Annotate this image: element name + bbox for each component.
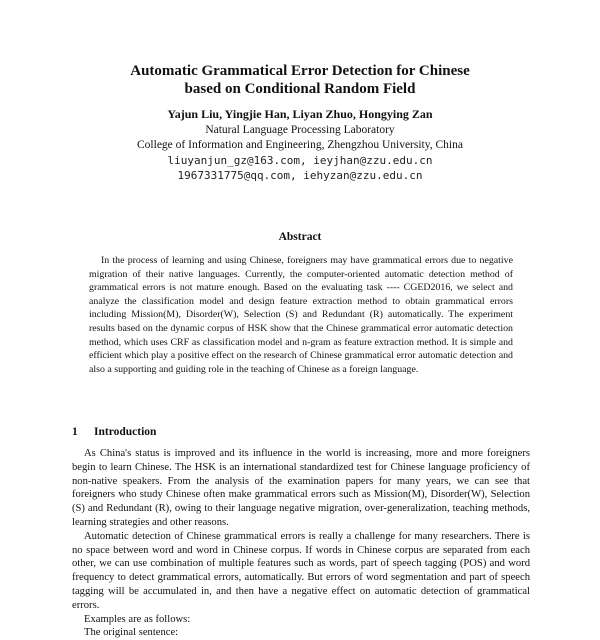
section-title: Introduction bbox=[94, 426, 157, 438]
intro-paragraph-4: The original sentence: bbox=[84, 627, 179, 639]
abstract-heading: Abstract bbox=[278, 231, 322, 243]
paper-title bbox=[0, 62, 600, 98]
introduction-body bbox=[72, 447, 530, 640]
section-heading-introduction bbox=[72, 425, 156, 439]
section-number: 1 bbox=[72, 426, 78, 438]
lab-affiliation: Natural Language Processing Laboratory bbox=[205, 124, 395, 136]
title-line-1: Automatic Grammatical Error Detection for Chinese bbox=[130, 63, 470, 79]
abstract-text bbox=[89, 254, 513, 376]
title-line-2: based on Conditional Random Field bbox=[184, 81, 416, 97]
abstract-paragraph: In the process of learning and using Chinese, foreigners may have grammatical errors due to negative migration of their native languages. Currently, the computer-oriented automatic detection method of grammatical errors is not mature enough. Based on the evaluating task ---- CGED2016, we select and analyze the classification model and design feature extraction method to obtain grammatical errors including Mission(M), Disorder(W), Selection (S) and Redundant (R) automatically. The experiment results based on the dynamic corpus of HSK show that the Chinese grammatical error automatic detection method, which uses CRF as classification model and n-gram as feature extraction method. It is simple and efficient which play a positive effect on the research of Chinese grammatical error automatic detection and also a supporting and guiding role in the teaching of Chinese as a foreign language. bbox=[89, 255, 513, 375]
email-line-2: 1967331775@qq.com, iehyzan@zzu.edu.cn bbox=[177, 169, 423, 182]
college-affiliation: College of Information and Engineering, Zhengzhou University, China bbox=[137, 139, 463, 151]
email-line-1: liuyanjun_gz@163.com, ieyjhan@zzu.edu.cn bbox=[167, 154, 433, 167]
author-list: Yajun Liu, Yingjie Han, Liyan Zhuo, Hongying Zan bbox=[167, 107, 433, 121]
intro-paragraph-3: Examples are as follows: bbox=[84, 613, 191, 625]
intro-paragraph-1: As China's status is improved and its influence in the world is increasing, more and more foreigners begin to learn Chinese. The HSK is an international standardized test for Chinese language proficiency of non-native speakers. From the analysis of the examination papers for many years, we can see that foreigners who study Chinese often make grammatical errors such as Mission(M), Disorder(W), Selection (S) and Redundant (R), owing to their language negative migration, over-generalization, teaching methods, learning strategies and other reasons. bbox=[72, 448, 530, 528]
intro-paragraph-2: Automatic detection of Chinese grammatical errors is really a challenge for many researchers. There is no space between word and word in Chinese corpus. If words in Chinese corpus are separated from each other, we can use combination of multiple features such as words, part of speech tagging (POS) and word frequency to detect grammatical errors, automatically. But errors of word segmentation and part of speech tagging will be accumulated in, and then have a negative effect on automatic detection of grammatical errors. bbox=[72, 530, 530, 611]
